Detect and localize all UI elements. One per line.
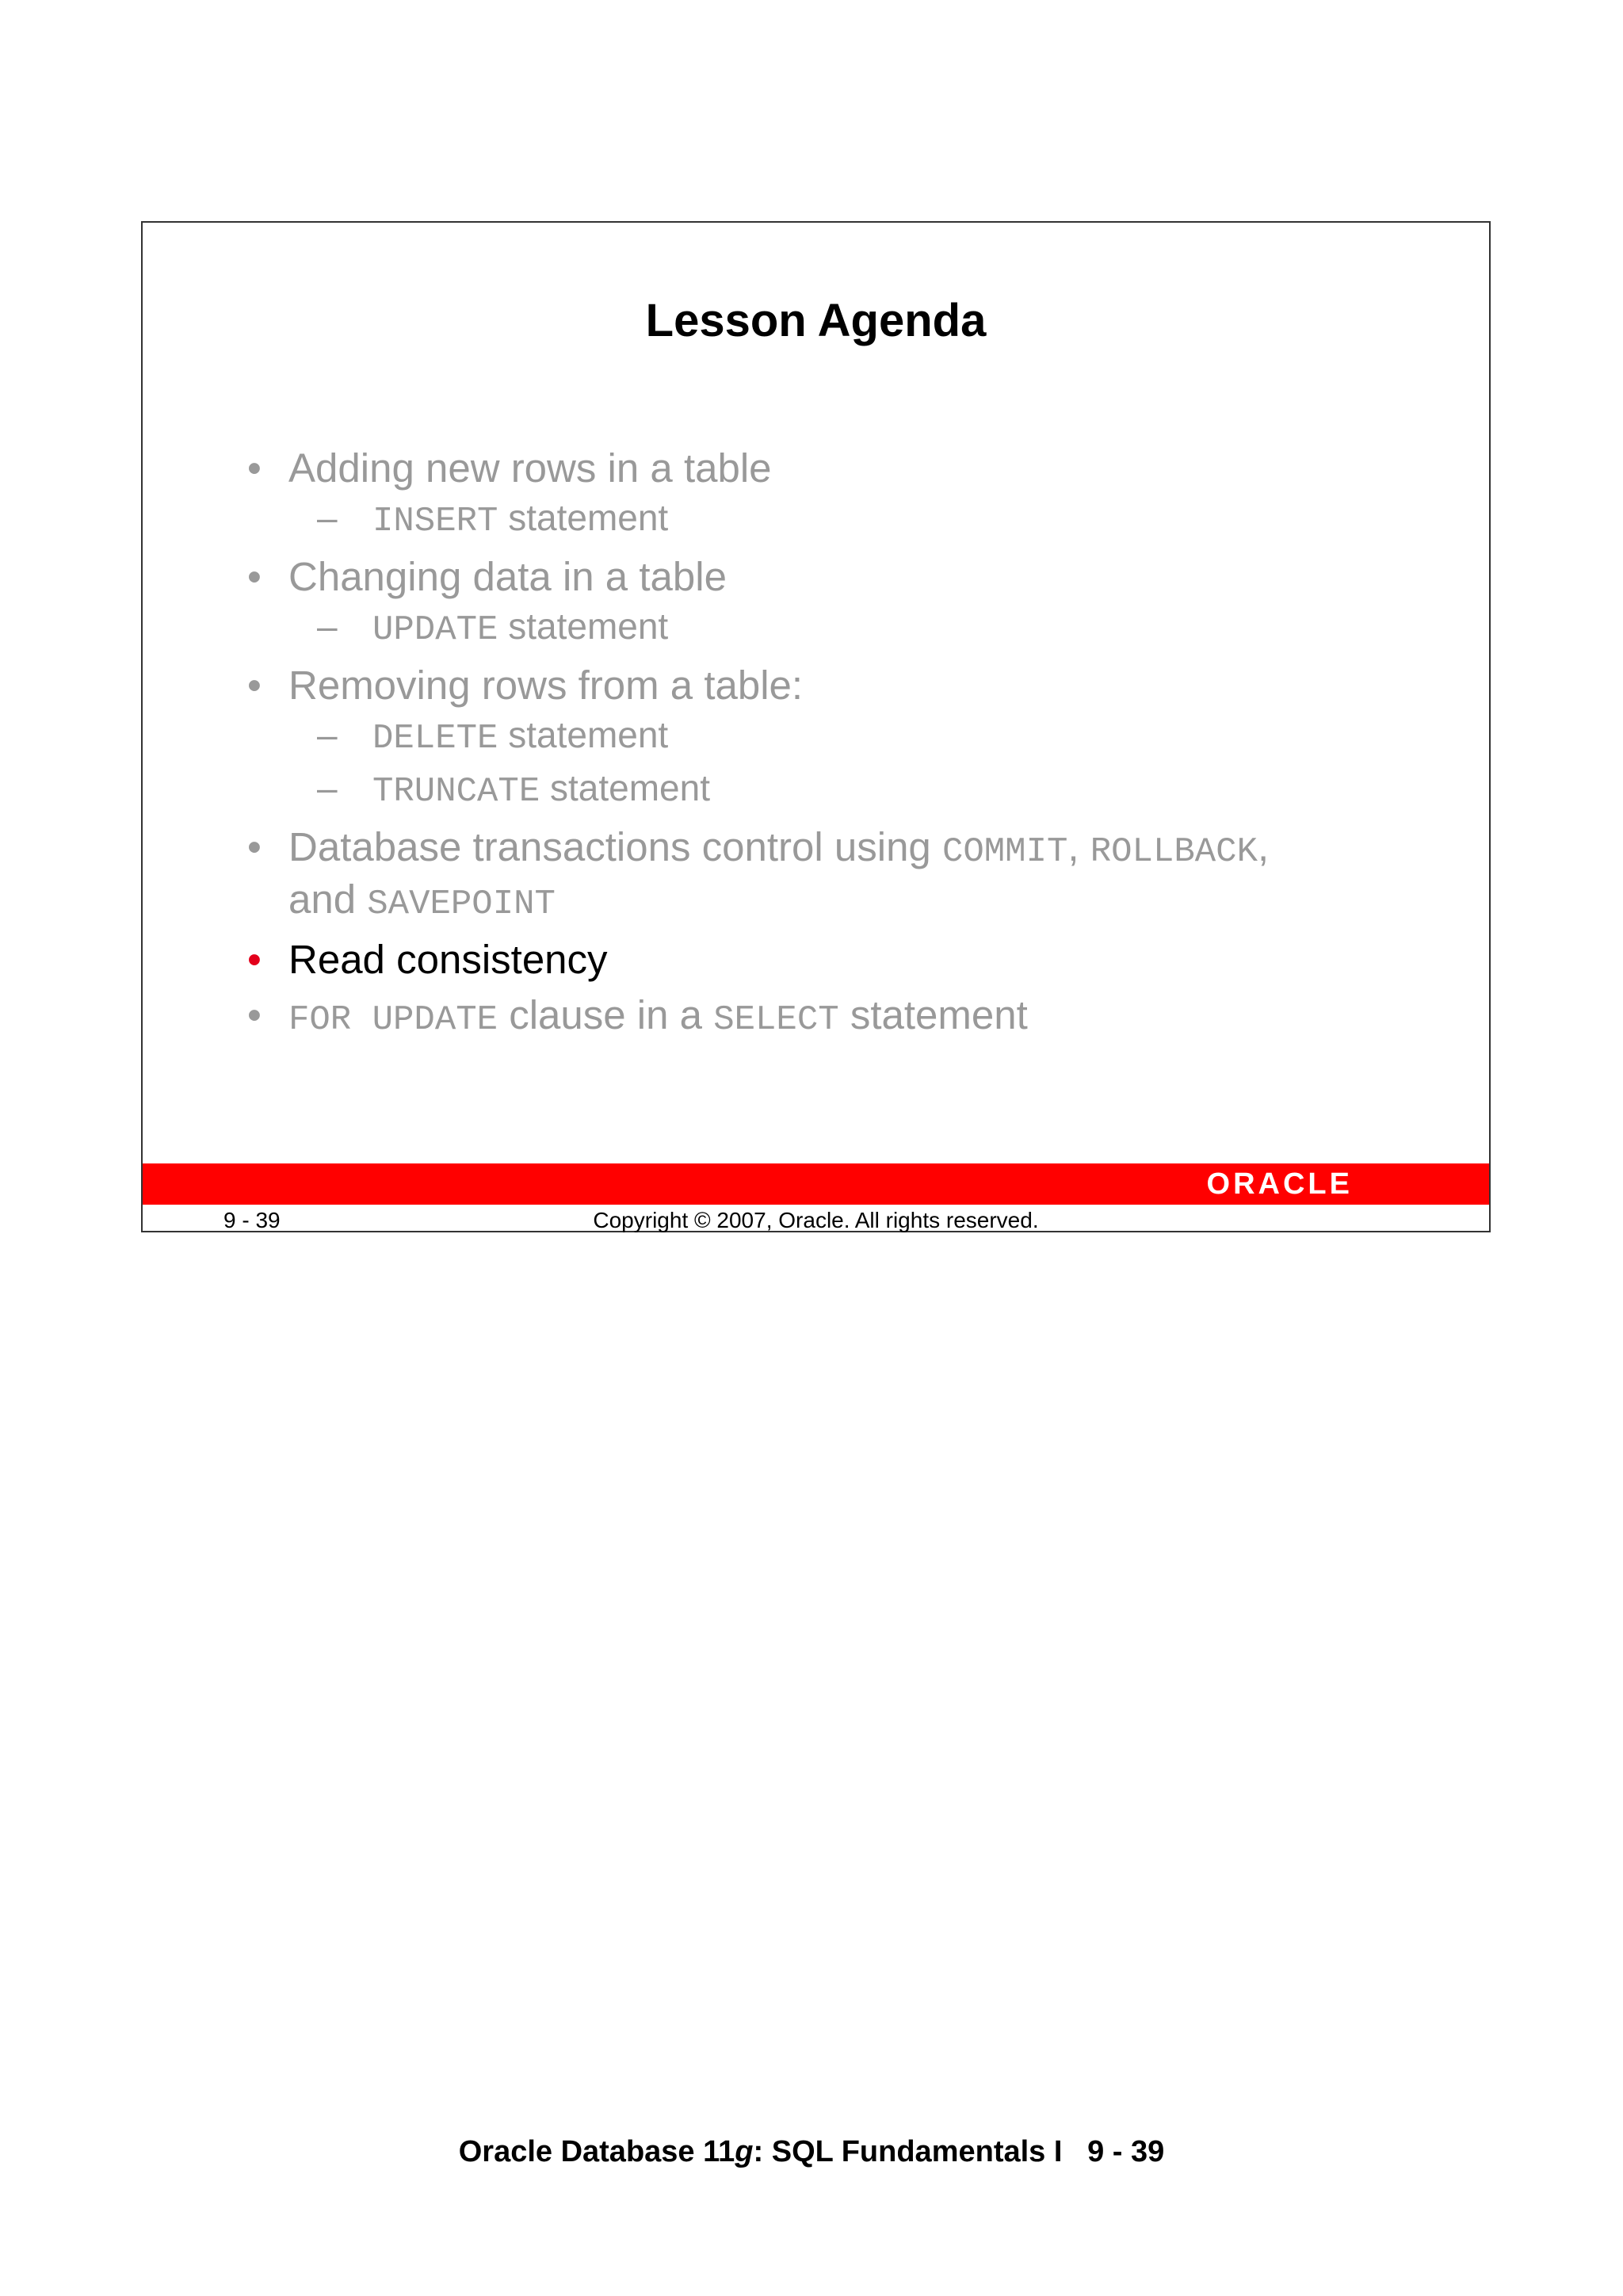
code-keyword: UPDATE (372, 610, 498, 650)
agenda-item-removing-rows (247, 662, 1420, 709)
agenda-item-text: statement (838, 992, 1028, 1037)
agenda-item-changing-data (247, 553, 1420, 601)
page-footer (0, 2135, 1623, 2169)
code-keyword: TRUNCATE (372, 772, 540, 812)
code-keyword: ROLLBACK (1090, 832, 1258, 872)
bullet-icon: • (247, 663, 262, 708)
code-keyword: FOR UPDATE (288, 1000, 498, 1040)
slide-footer (143, 1206, 1489, 1232)
slide-page-number: 9 - 39 (223, 1208, 281, 1232)
footer-text: Oracle Database 11 (458, 2135, 735, 2168)
copyright-text: Copyright © 2007, Oracle. All rights reserved. (593, 1208, 1039, 1232)
subitem-text: statement (498, 606, 669, 647)
dash-icon: – (317, 767, 338, 808)
punctuation-text: , (1257, 824, 1270, 869)
dash-icon: – (317, 606, 338, 647)
agenda-item-adding-rows (247, 445, 1420, 492)
bullet-icon: • (247, 824, 262, 869)
agenda-item-text: and (288, 877, 368, 922)
bullet-icon: • (247, 554, 262, 599)
footer-text-suffix: : SQL Fundamentals I 9 - 39 (753, 2135, 1165, 2168)
subitem-text: statement (498, 497, 669, 538)
code-keyword: SELECT (713, 1000, 839, 1040)
dash-icon: – (317, 714, 338, 755)
separator-text: , (1067, 824, 1090, 869)
agenda-item-text: Database transactions control using (288, 824, 942, 869)
bullet-icon: • (247, 992, 262, 1037)
code-keyword: DELETE (372, 719, 498, 758)
bullet-icon: • (247, 445, 262, 491)
code-keyword: COMMIT (941, 832, 1068, 872)
footer-italic-g: g (735, 2135, 754, 2168)
agenda-subitem-update (247, 602, 1420, 654)
agenda-list (247, 437, 1420, 1044)
agenda-item-read-consistency (247, 936, 1420, 984)
agenda-item-text: Adding new rows in a table (288, 445, 772, 491)
agenda-item-transactions (247, 823, 1420, 928)
agenda-item-text: Removing rows from a table: (288, 663, 804, 708)
slide (141, 221, 1491, 1232)
agenda-subitem-delete (247, 711, 1420, 762)
bullet-icon: • (247, 937, 262, 982)
oracle-logo: ORACLE (1206, 1167, 1353, 1201)
agenda-item-for-update (247, 991, 1420, 1044)
code-keyword: INSERT (372, 502, 498, 541)
agenda-item-text: clause in a (498, 992, 714, 1037)
agenda-subitem-insert (247, 494, 1420, 545)
subitem-text: statement (540, 767, 711, 808)
slide-title: Lesson Agenda (645, 295, 987, 346)
dash-icon: – (317, 497, 338, 538)
agenda-item-text: Read consistency (288, 937, 608, 982)
slide-footer-bar (143, 1163, 1489, 1205)
code-keyword: SAVEPOINT (367, 884, 556, 924)
subitem-text: statement (498, 714, 669, 755)
agenda-subitem-truncate (247, 764, 1420, 816)
agenda-item-text: Changing data in a table (288, 554, 727, 599)
